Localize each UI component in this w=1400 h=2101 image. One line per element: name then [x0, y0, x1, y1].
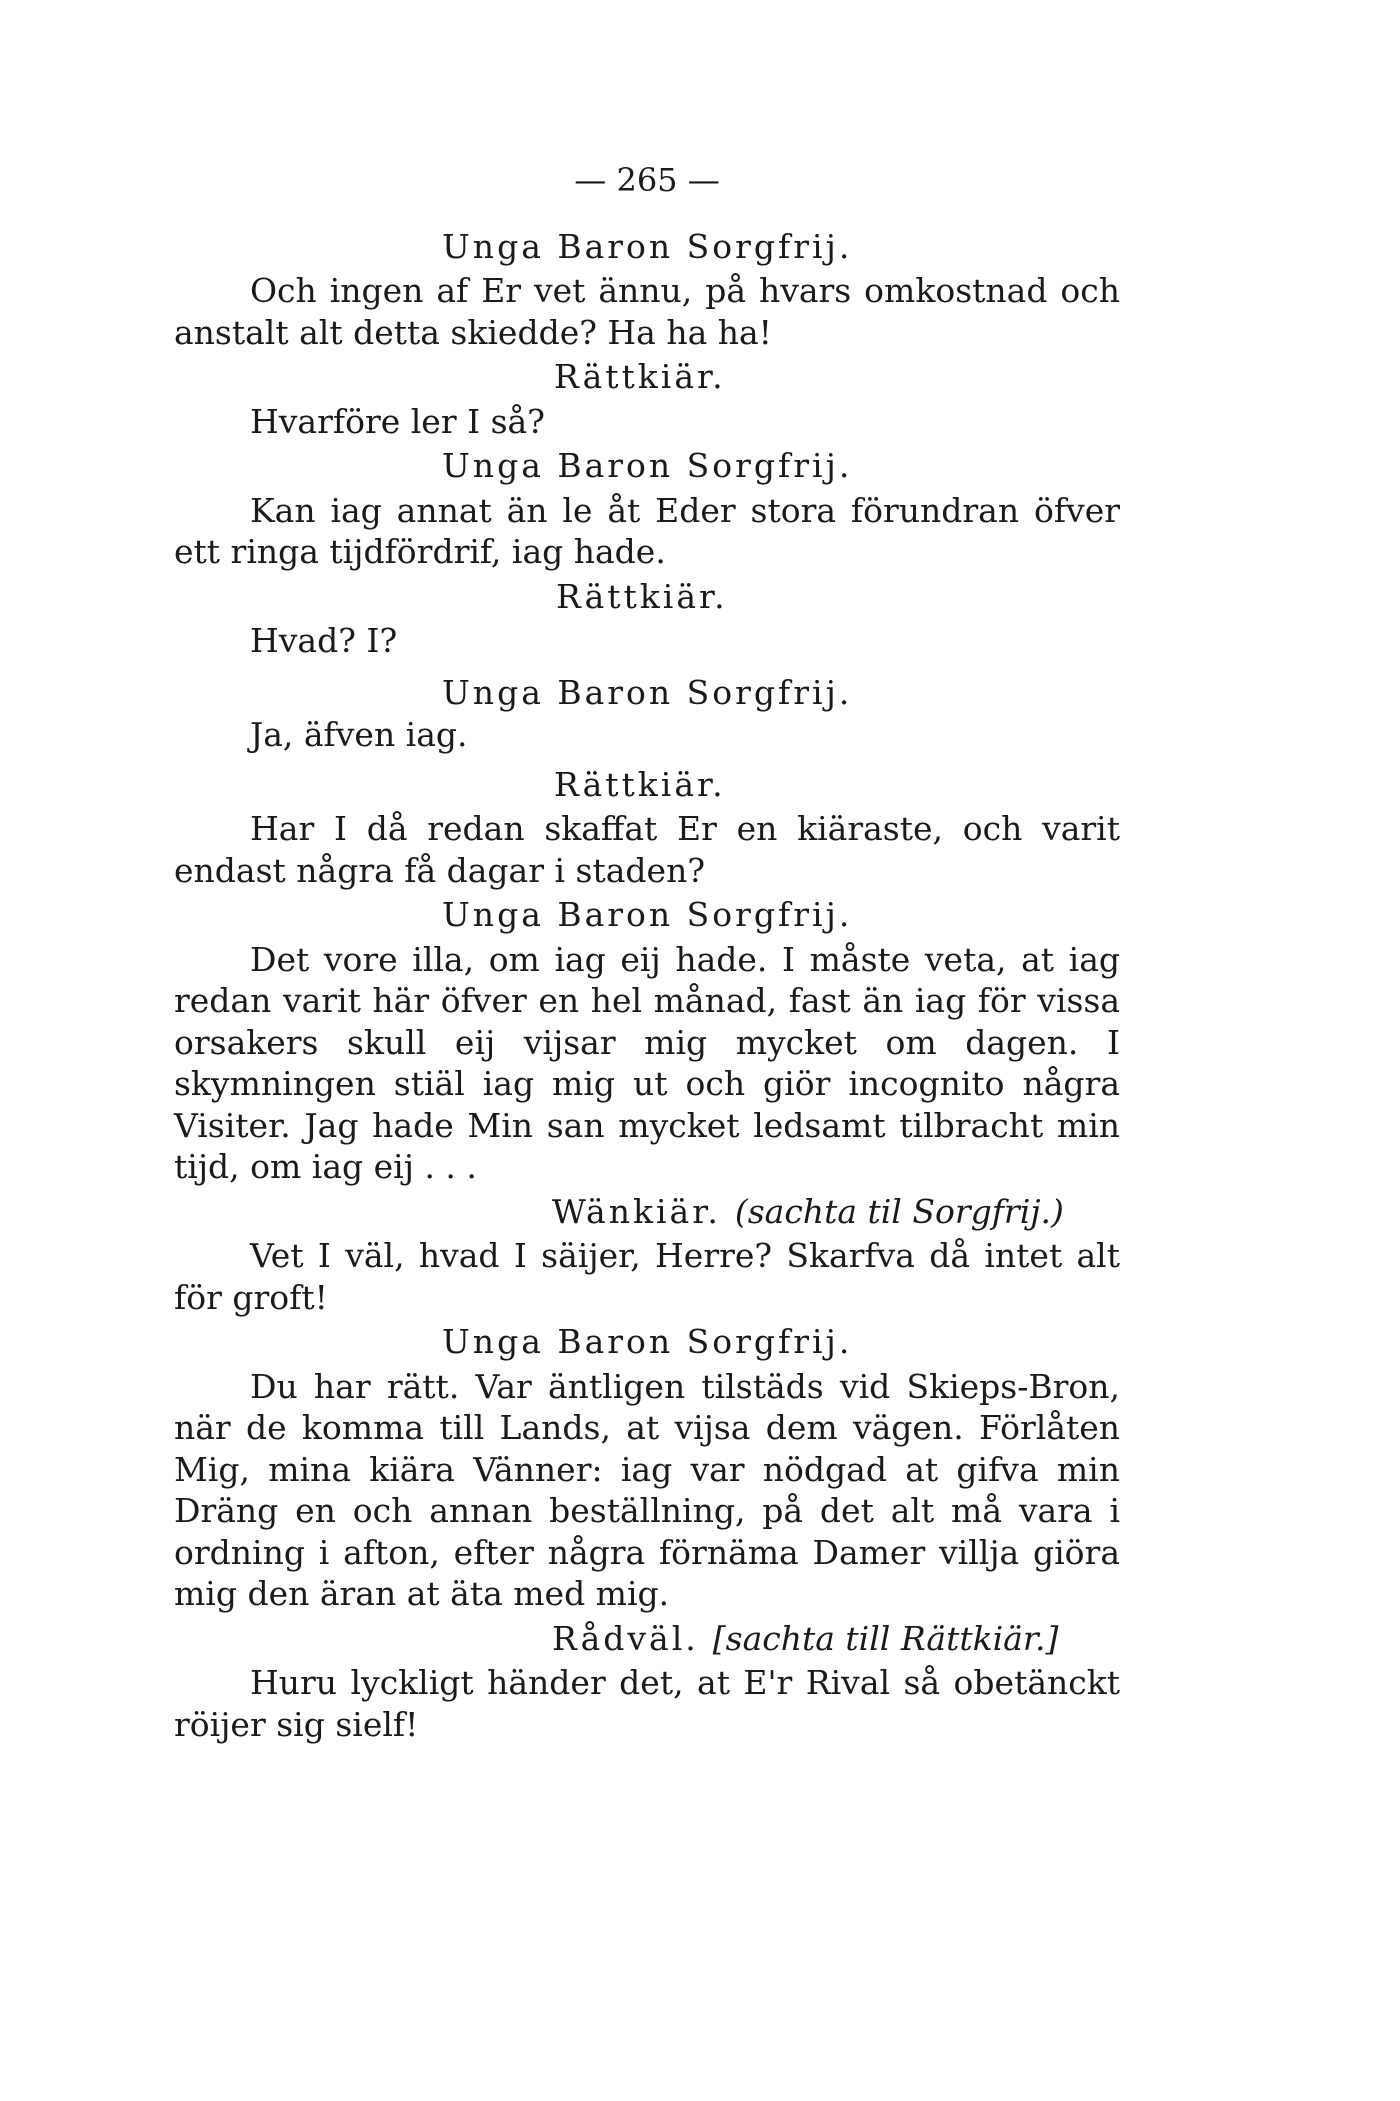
speaker-name — [174, 1618, 1120, 1660]
speaker-name — [174, 1321, 1120, 1363]
speaker-label: Wänkiär. — [552, 1191, 721, 1231]
speaker-name — [174, 576, 1120, 618]
speech-text: Kan iag annat än le åt Eder stora förundran öfver ett ringa tijdfördrif, iag hade. — [174, 490, 1120, 571]
dialogue-block — [174, 894, 1120, 1188]
dialogue-block — [174, 1321, 1120, 1615]
dialogue-block — [174, 445, 1120, 573]
speaker-name — [174, 226, 1120, 268]
speech-text: Har I då redan skaffat Er en kiäraste, och varit endast några få dagar i staden? — [174, 809, 1120, 890]
dialogue-block — [174, 1191, 1120, 1319]
speaker-label: Unga Baron Sorgfrij. — [442, 1322, 853, 1361]
speaker-label: Rättkiär. — [556, 576, 728, 616]
speaker-label: Rättkiär. — [554, 357, 726, 396]
dialogue-block — [174, 576, 1120, 662]
speech-text: Det vore illa, om iag eij hade. I måste veta, at iag redan varit här öfver en hel månad, fast än iag för vissa orsakers skull eij vijsar mig mycket om dagen. I skymningen stiäl iag mig ut och giör incognito några Visiter. Jag hade Min san mycket ledsamt tilbracht min tijd, om iag eij . . . — [174, 939, 1120, 1186]
dialogue-block — [174, 1618, 1120, 1746]
speech-text: Hvarföre ler I så? — [250, 401, 545, 441]
speaker-label: Unga Baron Sorgfrij. — [442, 672, 853, 712]
page-number: — 265 — — [574, 161, 720, 199]
speaker-name — [174, 894, 1120, 936]
speech-text: Du har rätt. Var äntligen tilstäds vid Skieps-Bron, när de komma till Lands, at vijsa dem vägen. Förlåten Mig, mina kiära Vänner: iag var nödgad at gifva min Dräng en och annan beställning, på det alt må vara i ordning i afton, efter några förnäma Damer villja giöra mig den äran at äta med mig. — [174, 1366, 1120, 1613]
speech-text: Och ingen af Er vet ännu, på hvars omkostnad och anstalt alt detta skiedde? Ha ha ha! — [174, 271, 1120, 352]
dialogue-block — [174, 356, 1120, 442]
dialogue-block — [174, 764, 1120, 892]
stage-direction: [sachta till Rättkiär.] — [712, 1618, 1059, 1658]
speech-text: Hvad? I? — [250, 621, 398, 660]
speaker-name — [174, 445, 1120, 487]
speaker-label: Unga Baron Sorgfrij. — [442, 895, 853, 934]
speaker-label: Unga Baron Sorgfrij. — [442, 446, 853, 485]
speaker-name — [174, 1191, 1120, 1233]
speaker-label: Rådväl. — [552, 1618, 699, 1658]
speaker-name — [174, 672, 1120, 714]
speech-text: Huru lyckligt händer det, at E'r Rival så obetänckt röijer sig sielf! — [174, 1663, 1120, 1744]
speech-text: Vet I väl, hvad I säijer, Herre? Skarfva då intet alt för groft! — [174, 1236, 1120, 1317]
dialogue-block — [174, 226, 1120, 354]
speech-text: Ja, äfven iag. — [250, 715, 468, 754]
stage-direction: (sachta til Sorgfrij.) — [734, 1191, 1064, 1231]
speaker-name — [174, 764, 1120, 806]
dialogue-block — [174, 672, 1120, 756]
speaker-label: Unga Baron Sorgfrij. — [442, 226, 853, 266]
speaker-name — [174, 356, 1120, 398]
speaker-label: Rättkiär. — [554, 764, 726, 804]
book-page — [174, 160, 1120, 1745]
